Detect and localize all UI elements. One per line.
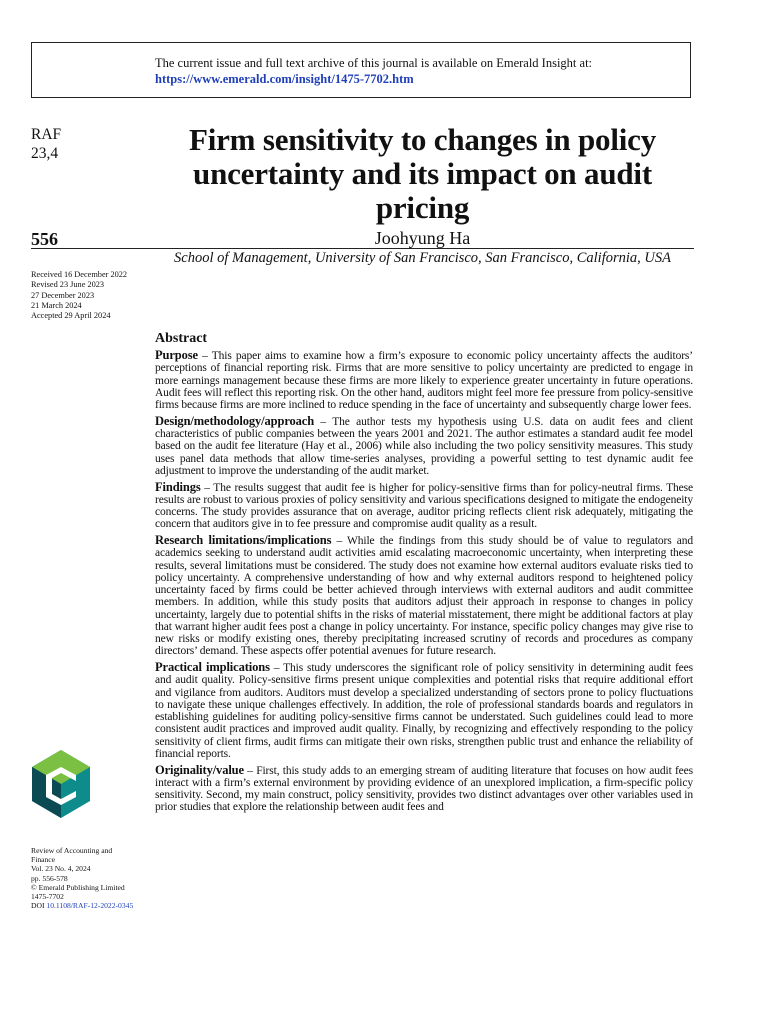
journal-doi (31, 901, 133, 910)
journal-name: Review of Accounting and Finance (31, 846, 113, 865)
page-number: 556 (31, 229, 58, 249)
access-notice-text: The current issue and full text archive of this journal is available on Emerald Insight at: (155, 56, 593, 70)
abstract-body (155, 349, 693, 817)
section-text: First, this study adds to an emerging stream of auditing literature that focuses on how audit fees interact with a firm’s external environment by providing evidence of an unexplored implication, a firm-specific policy sensitivity. Second, my main construct, policy sensitivity, provides two distinct advantages over other variables used in prior studies that explore the relationship between audit fees and (155, 764, 694, 814)
abstract-section-limitations: Research limitations/implications – While the findings from this study should be of value to regulators and academics seeking to understand audit activities amid escalating macroeconomic uncertainty, when interpreting these results, several limitations must be considered. The study does not examine how external auditors evaluate risks tied to policy uncertainty. A comprehensive understanding of how and why external auditors respond to heightened policy uncertainty faced by firms could be better achieved through interviews with external auditors and audit committee members. In addition, while this study posits that auditors adjust their approach in response to changes in policy uncertainty, largely due to potential shifts in the risks of material misstatement, there might be additional factors at play that warrant higher audit fees post a change in policy uncertainty. For instance, specific policy changes may give rise to new risks or modify existing ones, thereby precipitating increased scrutiny of records and procedures as company directors’ demand. These aspects offer potential avenues for future research. (155, 533, 693, 658)
history-received: Received 16 December 2022 (31, 270, 128, 279)
abstract-heading: Abstract (155, 331, 208, 346)
history-revised-3: 21 March 2024 (31, 300, 82, 310)
abstract-section-originality: Originality/value – First, this study adds to an emerging stream of auditing literature that focuses on how audit fees interact with a firm’s external environment by providing evidence of an unexplored implication, a firm-specific policy sensitivity. Second, my main construct, policy sensitivity, provides two distinct advantages over other variables used in prior studies that explore the relationship between audit fees and (155, 762, 694, 814)
section-text: This study underscores the significant role of policy sensitivity in determining audit fees and audit quality. Policy-sensitive firms present unique complexities and potential risks that require additional effort and vigilance from auditors. Auditors must develop a specialized understanding of sectors prone to policy fluctuations to navigate these unique challenges effectively. In addition, the role of professional standards boards and regulators in establishing guidelines for auditing policy-sensitive firms cannot be understated. Such guidelines could lead to more consistent audit practices and improved audit quality. Finally, by recognizing and effectively responding to the policy sensitivity of client firms, audit firms can mitigate their own risks, strengthen public trust and enhance the reliability of financial reports. (155, 662, 693, 760)
section-label: Design/methodology/approach (155, 413, 315, 428)
section-text: The author tests my hypothesis using U.S. data on audit fees and client characteristics of public companies between the years 2001 and 2021. The author estimates a standard audit fee model based on the audit fee literature (Hay et al., 2006) while also including the two policy sensitivity measures. This study uses panel data methods that allow time-series analyses, providing a powerful setting to test dynamic audit fee adjustment to improve the understanding of the audit market. (155, 415, 693, 477)
journal-url-link[interactable]: https://www.emerald.com/insight/1475-7702.htm (155, 72, 414, 86)
access-notice-box (31, 42, 691, 98)
history-revised-2: 27 December 2023 (31, 290, 95, 300)
article-title: Firm sensitivity to changes in policy uncertainty and its impact on audit pricing (188, 122, 657, 225)
section-label: Research limitations/implications (155, 533, 332, 547)
history-accepted: Accepted 29 April 2024 (31, 311, 111, 321)
section-label: Findings (155, 479, 201, 494)
abstract-section-practical: Practical implications – This study underscores the significant role of policy sensitivity in determining audit fees and audit quality. Policy-sensitive firms present unique complexities and potential risks that require additional effort and vigilance from auditors. Auditors must develop a specialized understanding of sectors prone to policy fluctuations to navigate these unique challenges effectively. In addition, the role of professional standards boards and regulators in establishing guidelines for auditing policy-sensitive firms cannot be understated. Such guidelines could lead to more consistent audit practices and improved audit quality. Finally, by recognizing and effectively responding to the policy sensitivity of client firms, audit firms can mitigate their own risks, strengthen public trust and enhance the reliability of financial reports. (155, 660, 693, 760)
journal-pages: pp. 556-578 (31, 873, 68, 883)
journal-copyright: © Emerald Publishing Limited (31, 882, 125, 892)
abstract-section-findings: Findings – The results suggest that audit fee is higher for policy-sensitive firms than for policy-neutral firms. These results are robust to various proxies of policy sensitivity and various specifications designed to mitigate the endogeneity concerns. The study provides assurance that on average, auditor pricing reflects client risk adequately, mitigating the concern that auditors give in to fee pressure and compromise audit quality as a result. (155, 479, 693, 531)
doi-label: DOI (31, 901, 45, 911)
section-label: Originality/value (155, 762, 244, 777)
journal-abbrev: RAF (31, 126, 62, 143)
section-text: The results suggest that audit fee is higher for policy-sensitive firms than for policy-neutral firms. These results are robust to various proxies of policy sensitivity and various specifications designed to mitigate the endogeneity concerns. The study provides assurance that on average, auditor pricing reflects client risk adequately, mitigating the concern that auditors give in to fee pressure and compromise audit quality as a result. (155, 481, 693, 531)
author-name: Joohyung Ha (374, 228, 471, 248)
abstract-section-purpose: Purpose – This paper aims to examine how a firm’s exposure to economic policy uncertainty affects the auditors’ perceptions of financial reporting risk. Firms that are more sensitive to policy uncertainty are predicted to engage in more earnings management because these firms are more likely to experience greater uncertainty in future operations. Audit fees will reflect this reporting risk. On the other hand, auditors might feel more fee pressure from policy-sensitive firms because firms are more inclined to reduce spending in the face of uncertainty and subsequently charge lower fees. (155, 348, 693, 411)
journal-volume: Vol. 23 No. 4, 2024 (31, 864, 91, 874)
submission-history (31, 270, 127, 321)
journal-running-head (31, 125, 61, 163)
journal-volume-issue: 23,4 (31, 145, 59, 162)
section-text: While the findings from this study should be of value to regulators and academics seeking to understand audit activities amid escalating macroeconomic uncertainty, when interpreting these results, several limitations must be considered. The study does not examine how external auditors evaluate risks tied to policy uncertainty. A comprehensive understanding of how and why external auditors respond to heightened policy uncertainty faced by firms could be better achieved through interviews with external auditors and audit committee members. In addition, while this study posits that auditors adjust their approach in response to changes in policy uncertainty, largely due to potential shifts in the risks of material misstatement, there might be additional factors at play that warrant higher audit fees post a change in policy uncertainty. For instance, specific policy changes may give rise to new risks or modify existing ones, thereby precipitating increased scrutiny of records and procedures as company directors’ demand. These aspects offer potential avenues for future research. (155, 535, 693, 658)
access-notice (155, 55, 592, 87)
doi-link[interactable]: 10.1108/RAF-12-2022-0345 (46, 901, 134, 911)
section-text: This paper aims to examine how a firm’s exposure to economic policy uncertainty affects the auditors’ perceptions of financial reporting risk. Firms that are more sensitive to policy uncertainty are predicted to engage in more earnings management because these firms are more likely to experience greater uncertainty in future operations. Audit fees will reflect this reporting risk. On the other hand, auditors might feel more fee pressure from policy-sensitive firms because firms are more inclined to reduce spending in the face of uncertainty and subsequently charge lower fees. (155, 350, 693, 411)
section-label: Practical implications (155, 660, 270, 674)
journal-issn: 1475-7702 (31, 892, 64, 902)
journal-citation-info (31, 846, 133, 910)
emerald-logo-icon (30, 748, 92, 825)
section-label: Purpose (155, 348, 198, 362)
history-revised: Revised 23 June 2023 (31, 280, 105, 290)
abstract-section-design: Design/methodology/approach – The author tests my hypothesis using U.S. data on audit fees and client characteristics of public companies between the years 2001 and 2021. The author estimates a standard audit fee model based on the audit fee literature (Hay et al., 2006) while also including the two policy sensitivity measures. This study uses panel data methods that allow time-series analyses, providing a powerful setting to test dynamic audit fee adjustment to improve the understanding of the audit market. (155, 413, 693, 477)
author-affiliation: School of Management, University of San Francisco, San Francisco, California, USA (174, 250, 671, 266)
